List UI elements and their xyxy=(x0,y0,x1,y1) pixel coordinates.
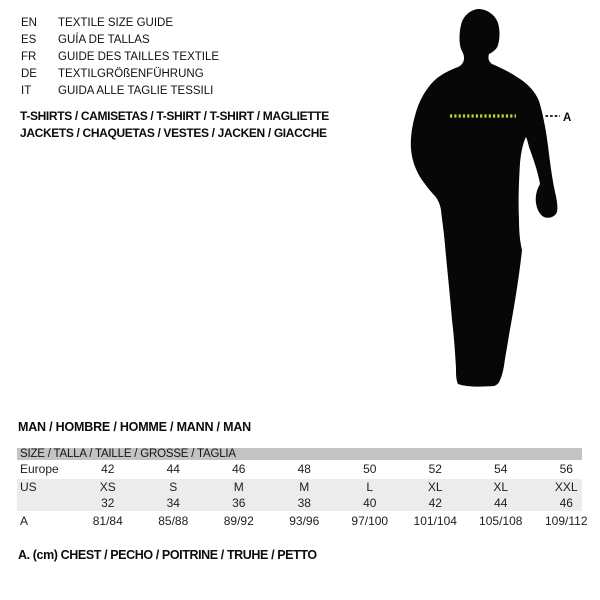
table-cell: 44 xyxy=(494,496,508,510)
table-cell: XS xyxy=(99,480,116,494)
language-label: GUIDA ALLE TAGLIE TESSILI xyxy=(58,85,214,97)
language-code: FR xyxy=(21,51,37,63)
table-cell: 52 xyxy=(428,462,442,476)
measurement-footnote: A. (cm) CHEST / PECHO / POITRINE / TRUHE / PETTO xyxy=(18,548,317,562)
table-cell: XL xyxy=(493,480,509,494)
table-cell: 93/96 xyxy=(289,514,320,528)
table-cell: 50 xyxy=(363,462,377,476)
language-list xyxy=(21,15,219,100)
row-label: US xyxy=(20,480,37,494)
table-cell: M xyxy=(299,480,310,494)
table-cell: 46 xyxy=(232,462,246,476)
language-label: GUÍA DE TALLAS xyxy=(58,34,150,46)
section-heading-man: MAN / HOMBRE / HOMME / MANN / MAN xyxy=(18,420,251,434)
language-label: GUIDE DES TAILLES TEXTILE xyxy=(58,51,220,63)
table-cell: 32 xyxy=(101,496,115,510)
table-cell: 101/104 xyxy=(413,514,457,528)
table-cell: 89/92 xyxy=(223,514,254,528)
table-cell: 42 xyxy=(101,462,115,476)
table-cell: 81/84 xyxy=(92,514,123,528)
size-table xyxy=(17,448,588,531)
table-cell: 85/88 xyxy=(158,514,189,528)
table-cell: 105/108 xyxy=(479,514,523,528)
size-table-header: SIZE / TALLA / TAILLE / GRÖSSE / TAGLIA xyxy=(17,448,582,460)
table-cell: L xyxy=(366,480,374,494)
table-cell: 36 xyxy=(232,496,246,510)
table-cell: S xyxy=(169,480,178,494)
language-row xyxy=(21,66,219,83)
table-cell: 48 xyxy=(297,462,311,476)
language-label: TEXTILGRÖßENFÜHRUNG xyxy=(58,68,204,80)
table-cell: XXL xyxy=(554,480,578,494)
table-cell: 109/112 xyxy=(545,514,588,528)
category-line-jackets: JACKETS / CHAQUETAS / VESTES / JACKEN / GIACCHE xyxy=(20,126,327,140)
language-code: IT xyxy=(21,85,32,97)
measure-label-a: A xyxy=(563,112,572,124)
table-cell: 42 xyxy=(428,496,442,510)
table-row xyxy=(17,511,588,531)
table-cell: 56 xyxy=(559,462,573,476)
category-lines xyxy=(20,108,329,142)
table-cell: 54 xyxy=(494,462,508,476)
table-row xyxy=(17,479,582,495)
figure-panel xyxy=(400,0,600,410)
size-table-body xyxy=(17,460,588,531)
table-cell: 44 xyxy=(166,462,180,476)
table-cell: M xyxy=(233,480,244,494)
table-cell: 97/100 xyxy=(351,514,389,528)
language-code: ES xyxy=(21,34,37,46)
table-row xyxy=(17,495,582,511)
category-line-tshirts: T-SHIRTS / CAMISETAS / T-SHIRT / T-SHIRT / MAGLIETTE xyxy=(20,109,329,123)
man-silhouette-icon xyxy=(400,0,600,410)
table-cell: 34 xyxy=(166,496,180,510)
language-row xyxy=(21,32,219,49)
table-cell: XL xyxy=(427,480,443,494)
language-code: DE xyxy=(21,68,37,80)
language-row xyxy=(21,15,219,32)
table-row xyxy=(17,460,582,479)
language-row xyxy=(21,83,219,100)
row-label: Europe xyxy=(20,462,59,476)
table-cell: 38 xyxy=(297,496,311,510)
language-label: TEXTILE SIZE GUIDE xyxy=(58,17,174,29)
language-code: EN xyxy=(21,17,37,29)
man-silhouette-shape xyxy=(411,9,558,387)
table-cell: 40 xyxy=(363,496,377,510)
language-row xyxy=(21,49,219,66)
table-cell: 46 xyxy=(559,496,573,510)
row-label xyxy=(17,495,75,511)
row-label: A xyxy=(20,514,29,528)
